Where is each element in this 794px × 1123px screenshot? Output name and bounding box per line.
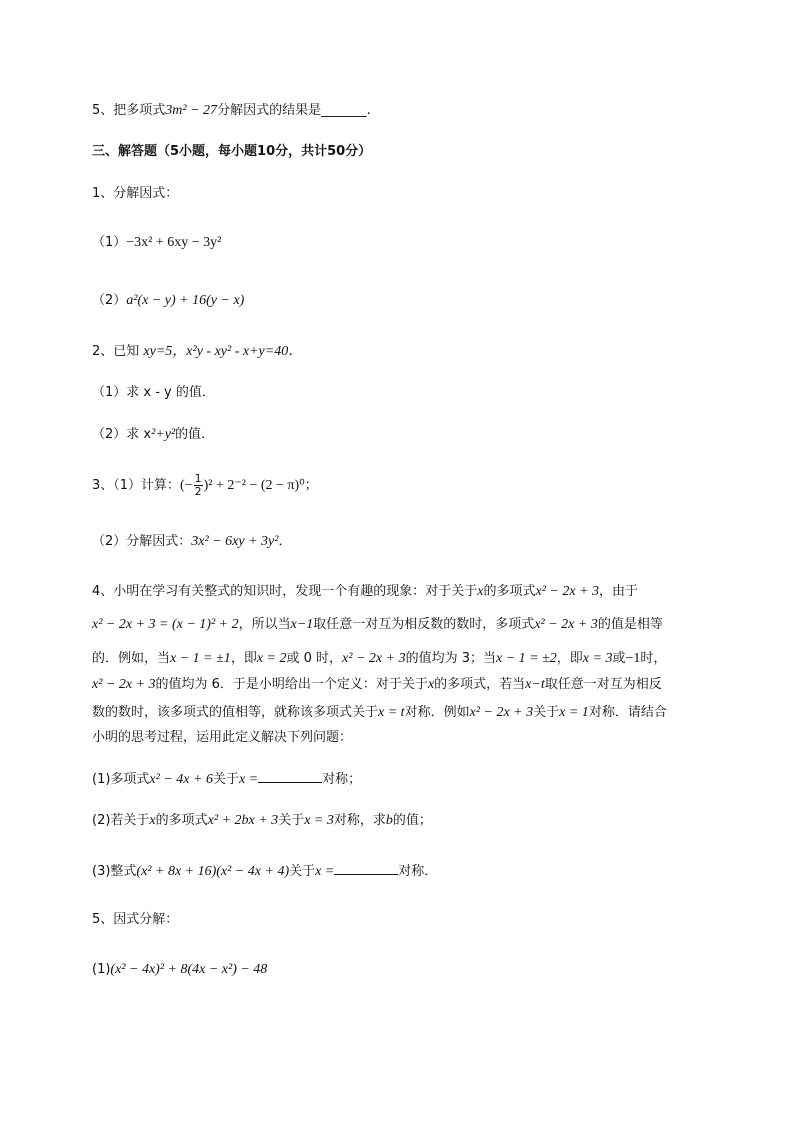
p2-condition: xy=5，x²y - xy² - x+y=40． bbox=[143, 344, 303, 359]
p4-l4-expression-2: x−t bbox=[525, 677, 545, 692]
p4-q2-label: (2)若关于 bbox=[92, 813, 150, 828]
p4-q2-expression-2: x = 3 bbox=[304, 813, 334, 828]
p4-q1-var: x = bbox=[238, 772, 259, 787]
p4-q3 bbox=[92, 862, 437, 881]
p4-line2 bbox=[92, 616, 663, 634]
p4-q3-label: (3)整式 bbox=[92, 864, 137, 879]
p4-l1-text-c: ，由于 bbox=[599, 584, 639, 599]
p4-q2 bbox=[92, 812, 432, 830]
p4-q1-expression: x² − 4x + 6 bbox=[149, 772, 213, 787]
p4-l2-text: ，所以当 bbox=[238, 617, 291, 632]
p3-sub2 bbox=[92, 533, 291, 551]
p5-sub1-label: (1) bbox=[92, 962, 111, 977]
p3-sub2-label: （2）分解因式： bbox=[92, 534, 192, 549]
p4-l5-text: 数的数时，该多项式的值相等，就称该多项式关于 bbox=[92, 705, 379, 720]
p3-expr-open: (− bbox=[180, 478, 193, 493]
p4-l5-text-b: 对称．例如 bbox=[404, 705, 470, 720]
p1-sub2-expression: a²(x − y) + 16(y − x) bbox=[126, 293, 245, 308]
q5-expression: 3m² − 27 bbox=[165, 103, 218, 118]
p2-sub2 bbox=[92, 426, 214, 444]
p4-l3-text: 的．例如，当 bbox=[92, 651, 171, 666]
p4-l5-expression-3: x = 1 bbox=[559, 705, 589, 720]
p2-sub2-expression: ²+y² bbox=[151, 427, 176, 442]
p3-expr-rest: )² + 2⁻² − (2 − π)⁰ bbox=[203, 478, 305, 493]
p4-q1 bbox=[92, 770, 361, 789]
p4-l2-expression: x² − 2x + 3 = (x − 1)² + 2 bbox=[92, 617, 239, 632]
p4-q1-text-b: 对称； bbox=[322, 772, 362, 787]
p3-end: ； bbox=[304, 478, 318, 493]
p4-l3-expression-2: x = 2 bbox=[256, 651, 287, 666]
p3-sub1 bbox=[92, 473, 318, 498]
q5-text-b: 分解因式的结果是 bbox=[217, 103, 322, 118]
p2-title-text: 2、已知 bbox=[92, 344, 140, 359]
q5-label: 5、 bbox=[92, 103, 114, 118]
q5-text: 把多项式 bbox=[113, 103, 166, 118]
p4-q1-answer-blank[interactable] bbox=[258, 770, 322, 783]
p4-l3-text-f: 或 bbox=[612, 651, 626, 666]
p4-l4-text-b: 的多项式，若当 bbox=[434, 677, 526, 692]
p4-line4 bbox=[92, 676, 662, 694]
p1-title: 1、分解因式： bbox=[92, 186, 179, 201]
p4-line3 bbox=[92, 650, 666, 668]
p2-title bbox=[92, 343, 302, 361]
p4-l3-text-g: 时， bbox=[640, 651, 667, 666]
p4-l3-expression-6: −1 bbox=[625, 651, 641, 666]
p4-q2-var-b: b bbox=[385, 813, 393, 828]
p4-l2-text-c: 的值是相等 bbox=[597, 617, 663, 632]
p4-l3-text-c: 或 0 时， bbox=[286, 651, 343, 666]
p4-l3-text-e: ，即 bbox=[556, 651, 583, 666]
p4-l5-text-c: 关于 bbox=[533, 705, 560, 720]
p1-sub1-expression: −3x² + 6xy − 3y² bbox=[126, 235, 222, 250]
p1-sub1 bbox=[92, 234, 221, 252]
p4-l4-expression: x² − 2x + 3 bbox=[92, 677, 156, 692]
p3-frac-numerator: 1 bbox=[194, 472, 202, 485]
p4-l1-var: x bbox=[477, 584, 484, 599]
p4-q2-text-b: 关于 bbox=[278, 813, 305, 828]
q5-end: . bbox=[366, 103, 371, 118]
p3-label: 3、（1）计算： bbox=[92, 478, 181, 493]
p4-q3-text: 关于 bbox=[289, 864, 316, 879]
p1-sub2-label: （2） bbox=[92, 293, 127, 308]
p4-l1-expression: x² − 2x + 3 bbox=[535, 584, 600, 599]
p4-l2-text-b: 取任意一对互为相反数的数时，多项式 bbox=[313, 617, 535, 632]
section-3-title: 三、解答题（5小题，每小题10分，共计50分） bbox=[92, 144, 372, 159]
p2-sub1: （1）求 x - y 的值． bbox=[92, 385, 215, 400]
p4-q2-text: 的多项式 bbox=[155, 813, 208, 828]
p4-line5 bbox=[92, 704, 667, 722]
p4-q2-var: x bbox=[149, 813, 156, 828]
p4-q3-text-b: 对称． bbox=[398, 864, 438, 879]
p1-sub2 bbox=[92, 292, 244, 310]
p4-l4-var: x bbox=[427, 677, 435, 692]
p4-q3-expression: (x² + 8x + 16)(x² − 4x + 4) bbox=[136, 864, 290, 879]
p3-sub2-expression: 3x² − 6xy + 3y² bbox=[191, 534, 279, 549]
p4-l3-expression-4: x − 1 = ±2 bbox=[495, 651, 557, 666]
p4-line6: 小明的思考过程，运用此定义解决下列问题： bbox=[92, 730, 353, 745]
p4-q1-text: 关于 bbox=[212, 772, 239, 787]
p4-l4-text-c: 取任意一对互为相反 bbox=[544, 677, 662, 692]
p4-l3-text-d: 的值均为 3；当 bbox=[405, 651, 496, 666]
p4-q2-expression: x² + 2bx + 3 bbox=[207, 813, 279, 828]
p2-sub2-text-b: 的值． bbox=[175, 427, 215, 442]
q5-top-line bbox=[92, 102, 371, 120]
p4-q3-var: x = bbox=[315, 864, 335, 879]
p4-l5-expression-2: x² − 2x + 3 bbox=[469, 705, 534, 720]
p4-l3-expression-5: x = 3 bbox=[582, 651, 613, 666]
p2-sub2-text: （2）求 x bbox=[92, 427, 152, 442]
p4-q3-answer-blank[interactable] bbox=[334, 862, 398, 875]
p4-l1-text: 4、小明在学习有关整式的知识时，发现一个有趣的现象：对于关于 bbox=[92, 584, 478, 599]
p4-l2-expression-2: x−1 bbox=[290, 617, 314, 632]
p4-l1-text-b: 的多项式 bbox=[483, 584, 536, 599]
p1-sub1-label: （1） bbox=[92, 235, 127, 250]
p4-l3-expression-1: x − 1 = ±1 bbox=[170, 651, 231, 666]
p4-q1-label: (1)多项式 bbox=[92, 772, 150, 787]
p4-line1 bbox=[92, 583, 638, 601]
p4-l5-text-d: 对称．请结合 bbox=[588, 705, 667, 720]
p4-q2-text-d: 的值； bbox=[392, 813, 432, 828]
p5-sub1 bbox=[92, 961, 267, 979]
p4-l2-expression-3: x² − 2x + 3 bbox=[534, 617, 598, 632]
p3-fraction bbox=[194, 473, 203, 498]
p4-q2-text-c: 对称，求 bbox=[333, 813, 386, 828]
p4-l3-text-b: ，即 bbox=[230, 651, 257, 666]
p4-l5-expression: x = t bbox=[378, 705, 405, 720]
p3-frac-denominator: 2 bbox=[194, 485, 202, 498]
p3-sub2-end: ． bbox=[278, 534, 292, 549]
p4-l4-text: 的值均为 6．于是小明给出一个定义：对于关于 bbox=[155, 677, 428, 692]
q5-answer-blank[interactable]: _______ bbox=[321, 103, 367, 118]
p5-title: 5、因式分解： bbox=[92, 912, 179, 927]
p5-sub1-expression: (x² − 4x)² + 8(4x − x²) − 48 bbox=[110, 962, 268, 977]
p4-l3-expression-3: x² − 2x + 3 bbox=[342, 651, 406, 666]
